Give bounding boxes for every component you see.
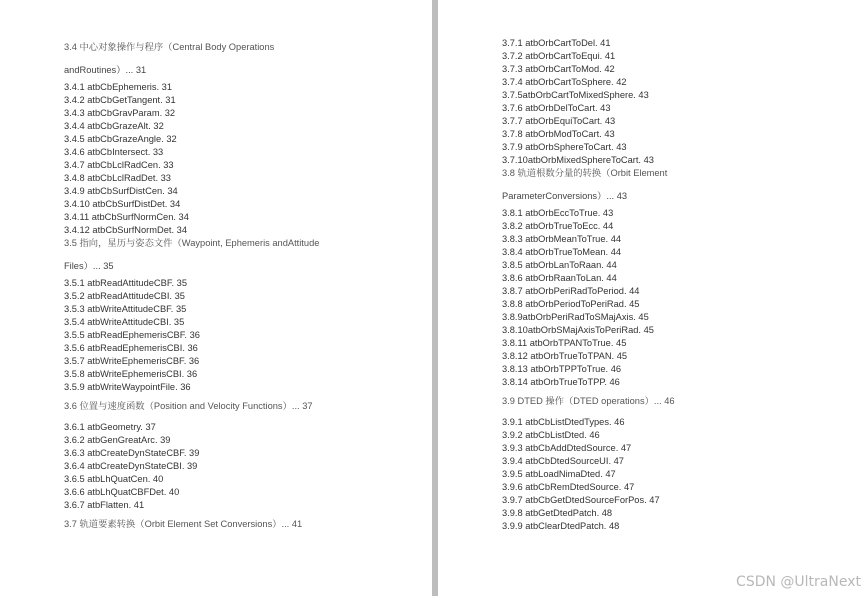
toc-entry[interactable]: 3.4.1 atbCbEphemeris. 31: [64, 82, 173, 92]
toc-entry[interactable]: 3.8.7 atbOrbPeriRadToPeriod. 44: [502, 286, 640, 296]
toc-section-heading[interactable]: 3.5 指向，星历与姿态文件（Waypoint, Ephemeris andAttitude: [64, 238, 320, 248]
toc-entry[interactable]: 3.8.9atbOrbPeriRadToSMajAxis. 45: [502, 312, 649, 322]
toc-entry[interactable]: 3.4.2 atbCbGetTangent. 31: [64, 95, 176, 105]
toc-entry[interactable]: 3.9.7 atbCbGetDtedSourceForPos. 47: [502, 495, 660, 505]
toc-entry[interactable]: 3.7.2 atbOrbCartToEqui. 41: [502, 51, 616, 61]
toc-entry[interactable]: 3.6.7 atbFlatten. 41: [64, 500, 145, 510]
toc-section-heading[interactable]: 3.6 位置与速度函数（Position and Velocity Functions）... 37: [64, 401, 313, 411]
toc-entry[interactable]: 3.5.4 atbWriteAttitudeCBI. 35: [64, 317, 185, 327]
toc-entry[interactable]: 3.4.9 atbCbSurfDistCen. 34: [64, 186, 178, 196]
toc-section-heading-continued[interactable]: ParameterConversions）... 43: [502, 191, 628, 201]
toc-entry[interactable]: 3.5.8 atbWriteEphemerisCBI. 36: [64, 369, 198, 379]
toc-entry[interactable]: 3.8.3 atbOrbMeanToTrue. 44: [502, 234, 622, 244]
toc-entry[interactable]: 3.7.8 atbOrbModToCart. 43: [502, 129, 615, 139]
toc-entry[interactable]: 3.5.1 atbReadAttitudeCBF. 35: [64, 278, 188, 288]
toc-entry[interactable]: 3.8.5 atbOrbLanToRaan. 44: [502, 260, 617, 270]
toc-entry[interactable]: 3.6.1 atbGeometry. 37: [64, 422, 156, 432]
right-toc-column: [502, 37, 862, 533]
toc-entry[interactable]: 3.5.7 atbWriteEphemerisCBF. 36: [64, 356, 200, 366]
toc-entry[interactable]: 3.9.5 atbLoadNimaDted. 47: [502, 469, 616, 479]
toc-entry[interactable]: 3.7.10atbOrbMixedSphereToCart. 43: [502, 155, 654, 165]
watermark-text: CSDN @UltraNext: [736, 574, 861, 590]
toc-section-heading[interactable]: 3.7 轨道要素转换（Orbit Element Set Conversions）... 41: [64, 519, 303, 529]
toc-entry[interactable]: 3.8.2 atbOrbTrueToEcc. 44: [502, 221, 614, 231]
toc-section-heading[interactable]: 3.8 轨道根数分量的转换（Orbit Element: [502, 168, 668, 178]
toc-entry[interactable]: 3.9.8 atbGetDtedPatch. 48: [502, 508, 613, 518]
toc-entry[interactable]: 3.4.10 atbCbSurfDistDet. 34: [64, 199, 181, 209]
toc-entry[interactable]: 3.7.4 atbOrbCartToSphere. 42: [502, 77, 627, 87]
toc-entry[interactable]: 3.4.6 atbCbIntersect. 33: [64, 147, 164, 157]
toc-entry[interactable]: 3.8.10atbOrbSMajAxisToPeriRad. 45: [502, 325, 654, 335]
toc-entry[interactable]: 3.5.2 atbReadAttitudeCBI. 35: [64, 291, 185, 301]
toc-entry[interactable]: 3.8.6 atbOrbRaanToLan. 44: [502, 273, 617, 283]
toc-entry[interactable]: 3.7.5atbOrbCartToMixedSphere. 43: [502, 90, 649, 100]
toc-section-heading-continued[interactable]: andRoutines）... 31: [64, 65, 147, 75]
toc-entry[interactable]: 3.6.4 atbCreateDynStateCBI. 39: [64, 461, 198, 471]
toc-entry[interactable]: 3.8.4 atbOrbTrueToMean. 44: [502, 247, 622, 257]
toc-entry[interactable]: 3.6.2 atbGenGreatArc. 39: [64, 435, 171, 445]
toc-entry[interactable]: 3.9.1 atbCbListDtedTypes. 46: [502, 417, 625, 427]
toc-entry[interactable]: 3.8.1 atbOrbEccToTrue. 43: [502, 208, 614, 218]
toc-entry[interactable]: 3.4.8 atbCbLclRadDet. 33: [64, 173, 171, 183]
toc-entry[interactable]: 3.7.7 atbOrbEquiToCart. 43: [502, 116, 616, 126]
toc-entry[interactable]: 3.6.6 atbLhQuatCBFDet. 40: [64, 487, 180, 497]
toc-entry[interactable]: 3.9.4 atbCbDtedSourceUI. 47: [502, 456, 624, 466]
toc-entry[interactable]: 3.7.1 atbOrbCartToDel. 41: [502, 38, 611, 48]
toc-entry[interactable]: 3.8.13 atbOrbTPPToTrue. 46: [502, 364, 622, 374]
toc-entry[interactable]: 3.7.9 atbOrbSphereToCart. 43: [502, 142, 627, 152]
left-toc-column: [64, 41, 424, 539]
toc-entry[interactable]: 3.5.9 atbWriteWaypointFile. 36: [64, 382, 191, 392]
toc-section-heading[interactable]: 3.4 中心对象操作与程序（Central Body Operations: [64, 42, 275, 52]
toc-entry[interactable]: 3.4.11 atbCbSurfNormCen. 34: [64, 212, 189, 222]
toc-entry[interactable]: 3.6.5 atbLhQuatCen. 40: [64, 474, 164, 484]
toc-entry[interactable]: 3.8.14 atbOrbTrueToTPP. 46: [502, 377, 620, 387]
right-page: [438, 0, 865, 596]
toc-entry[interactable]: 3.5.6 atbReadEphemerisCBI. 36: [64, 343, 198, 353]
toc-entry[interactable]: 3.7.6 atbOrbDelToCart. 43: [502, 103, 611, 113]
toc-entry[interactable]: 3.8.12 atbOrbTrueToTPAN. 45: [502, 351, 628, 361]
toc-entry[interactable]: 3.9.6 atbCbRemDtedSource. 47: [502, 482, 635, 492]
toc-entry[interactable]: 3.4.5 atbCbGrazeAngle. 32: [64, 134, 177, 144]
left-page: [0, 0, 432, 596]
toc-entry[interactable]: 3.9.2 atbCbListDted. 46: [502, 430, 600, 440]
toc-section-heading[interactable]: 3.9 DTED 操作（DTED operations）... 46: [502, 396, 675, 406]
toc-entry[interactable]: 3.5.3 atbWriteAttitudeCBF. 35: [64, 304, 187, 314]
toc-entry[interactable]: 3.6.3 atbCreateDynStateCBF. 39: [64, 448, 200, 458]
toc-entry[interactable]: 3.9.3 atbCbAddDtedSource. 47: [502, 443, 632, 453]
toc-entry[interactable]: 3.4.7 atbCbLclRadCen. 33: [64, 160, 174, 170]
toc-section-heading-continued[interactable]: Files）... 35: [64, 261, 114, 271]
toc-entry[interactable]: 3.7.3 atbOrbCartToMod. 42: [502, 64, 615, 74]
toc-entry[interactable]: 3.8.8 atbOrbPeriodToPeriRad. 45: [502, 299, 640, 309]
toc-entry[interactable]: 3.9.9 atbClearDtedPatch. 48: [502, 521, 620, 531]
toc-entry[interactable]: 3.4.12 atbCbSurfNormDet. 34: [64, 225, 187, 235]
toc-entry[interactable]: 3.4.3 atbCbGravParam. 32: [64, 108, 176, 118]
toc-entry[interactable]: 3.4.4 atbCbGrazeAlt. 32: [64, 121, 164, 131]
toc-entry[interactable]: 3.5.5 atbReadEphemerisCBF. 36: [64, 330, 200, 340]
toc-entry[interactable]: 3.8.11 atbOrbTPANToTrue. 45: [502, 338, 627, 348]
